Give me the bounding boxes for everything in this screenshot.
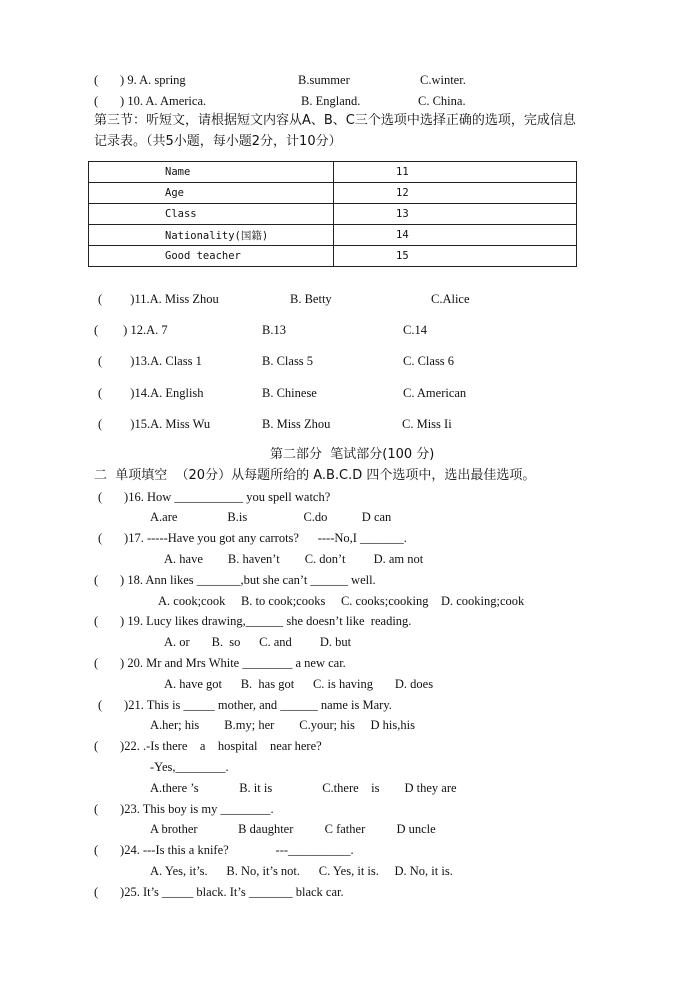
question-14: ( )14.A. English xyxy=(98,386,204,400)
question-25: ( )25. It’s _____ black. It’s _______ black car. xyxy=(94,885,344,899)
table-cell-label: Nationality(国籍) xyxy=(89,225,334,246)
question-10-option-b: B. England. xyxy=(301,94,361,108)
question-17-options: A. have B. haven’t C. don’t D. am not xyxy=(164,552,424,566)
question-14-option-c: C. American xyxy=(403,386,467,400)
question-12-option-b: B.13 xyxy=(262,323,286,337)
table-row xyxy=(89,246,577,267)
table-row xyxy=(89,204,577,225)
table-cell-number: 12 xyxy=(334,183,577,204)
question-13: ( )13.A. Class 1 xyxy=(98,354,202,368)
section-3-instruction-cont: 记录表。（共5小题，每小题2分，计10分） xyxy=(94,134,342,149)
table-cell-number: 11 xyxy=(334,162,577,183)
table-cell-number: 15 xyxy=(334,246,577,267)
table-cell-label: Class xyxy=(89,204,334,225)
question-12: ( ) 12.A. 7 xyxy=(94,323,168,337)
question-11: ( )11.A. Miss Zhou xyxy=(98,292,219,306)
question-22: ( )22. .-Is there a hospital near here? xyxy=(94,739,322,753)
table-row xyxy=(89,225,577,246)
question-20: ( ) 20. Mr and Mrs White ________ a new car. xyxy=(94,656,346,670)
question-18: ( ) 18. Ann likes _______,but she can’t ______ well. xyxy=(94,573,376,587)
question-15-option-c: C. Miss Ii xyxy=(402,417,452,431)
question-9-option-b: B.summer xyxy=(298,73,350,87)
question-19: ( ) 19. Lucy likes drawing,______ she doesn’t like reading. xyxy=(94,614,412,628)
question-9-option-c: C.winter. xyxy=(420,73,466,87)
question-16: ( )16. How ___________ you spell watch? xyxy=(98,490,331,504)
section-2-instruction: 二 单项填空 （20分）从每题所给的 A.B.C.D 四个选项中，选出最佳选项。 xyxy=(94,468,536,483)
question-19-options: A. or B. so C. and D. but xyxy=(164,635,352,649)
question-17: ( )17. -----Have you got any carrots? ----No,I _______. xyxy=(98,531,407,545)
question-16-options: A.are B.is C.do D can xyxy=(150,510,392,524)
question-11-option-b: B. Betty xyxy=(290,292,332,306)
question-12-option-c: C.14 xyxy=(403,323,427,337)
table-cell-number: 14 xyxy=(334,225,577,246)
question-13-option-b: B. Class 5 xyxy=(262,354,314,368)
question-21: ( )21. This is _____ mother, and ______ name is Mary. xyxy=(98,698,392,712)
question-10-option-c: C. China. xyxy=(418,94,466,108)
question-21-options: A.her; his B.my; her C.your; his D his,his xyxy=(150,718,415,732)
question-14-option-b: B. Chinese xyxy=(262,386,317,400)
written-part-heading: 第二部分 笔试部分(100 分) xyxy=(270,447,435,462)
question-15-option-b: B. Miss Zhou xyxy=(262,417,331,431)
question-15: ( )15.A. Miss Wu xyxy=(98,417,211,431)
question-18-options: A. cook;cook B. to cook;cooks C. cooks;cooking D. cooking;cook xyxy=(158,594,525,608)
question-23: ( )23. This boy is my ________. xyxy=(94,802,274,816)
table-cell-label: Age xyxy=(89,183,334,204)
question-22-reply: -Yes,________. xyxy=(150,760,229,774)
section-3-instruction: 第三节：听短文，请根据短文内容从A、B、C三个选项中选择正确的选项，完成信息 xyxy=(94,113,576,128)
question-22-options: A.there ’s B. it is C.there is D they are xyxy=(150,781,457,795)
table-row xyxy=(89,183,577,204)
table-cell-number: 13 xyxy=(334,204,577,225)
question-23-options: A brother B daughter C father D uncle xyxy=(150,822,436,836)
question-11-option-c: C.Alice xyxy=(431,292,470,306)
table-cell-label: Name xyxy=(89,162,334,183)
table-row xyxy=(89,162,577,183)
question-13-option-c: C. Class 6 xyxy=(403,354,455,368)
info-record-table xyxy=(88,161,577,267)
question-24-options: A. Yes, it’s. B. No, it’s not. C. Yes, it is. D. No, it is. xyxy=(150,864,453,878)
question-10: ( ) 10. A. America. xyxy=(94,94,207,108)
question-24: ( )24. ---Is this a knife? ---__________. xyxy=(94,843,354,857)
question-9: ( ) 9. A. spring xyxy=(94,73,186,87)
table-cell-label: Good teacher xyxy=(89,246,334,267)
question-20-options: A. have got B. has got C. is having D. does xyxy=(164,677,434,691)
